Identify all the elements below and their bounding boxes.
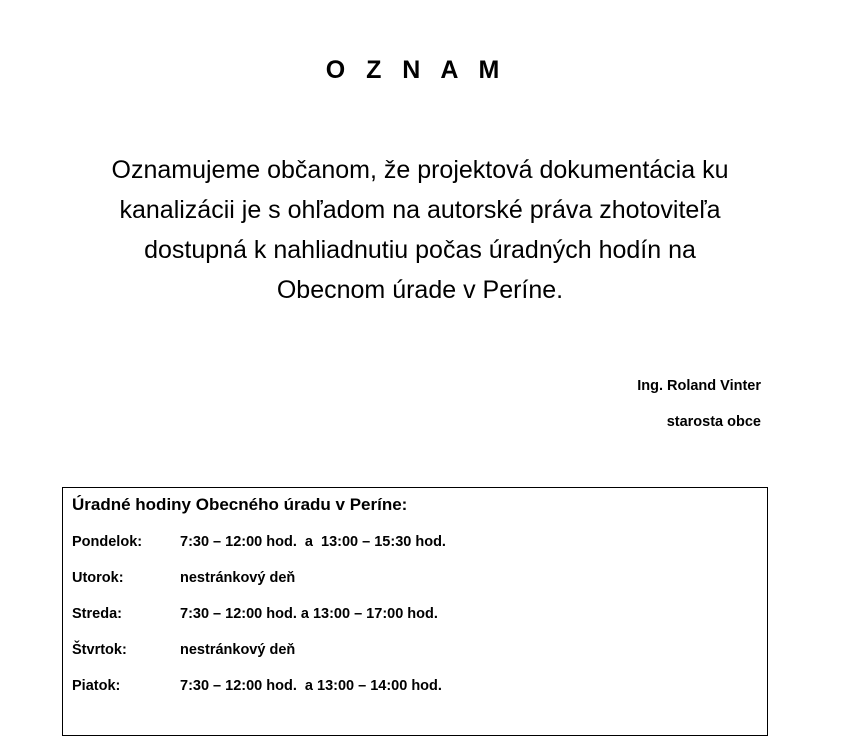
hours-value: nestránkový deň bbox=[180, 570, 296, 586]
notice-title: O Z N A M bbox=[325, 56, 507, 84]
day-label: Streda: bbox=[72, 606, 122, 622]
hours-value: 7:30 – 12:00 hod. a 13:00 – 17:00 hod. bbox=[180, 606, 438, 622]
hours-value: 7:30 – 12:00 hod. a 13:00 – 15:30 hod. bbox=[180, 534, 446, 550]
office-hours-box bbox=[62, 487, 768, 736]
day-label: Utorok: bbox=[72, 570, 124, 586]
signature-role: starosta obce bbox=[666, 414, 761, 430]
hours-value: 7:30 – 12:00 hod. a 13:00 – 14:00 hod. bbox=[180, 678, 442, 694]
notice-line: kanalizácii je s ohľadom na autorské práva zhotoviteľa bbox=[119, 196, 721, 224]
notice-line: Obecnom úrade v Períne. bbox=[276, 276, 564, 304]
notice-line: dostupná k nahliadnutiu počas úradných hodín na bbox=[144, 236, 696, 264]
day-label: Pondelok: bbox=[72, 534, 143, 550]
notice-line: Oznamujeme občanom, že projektová dokumentácia ku bbox=[111, 156, 729, 184]
notice-body bbox=[40, 150, 800, 310]
office-hours-title: Úradné hodiny Obecného úradu v Períne: bbox=[72, 495, 408, 514]
day-label: Piatok: bbox=[72, 678, 121, 694]
day-label: Štvrtok: bbox=[72, 642, 127, 658]
signature-name: Ing. Roland Vinter bbox=[637, 378, 761, 394]
hours-value: nestránkový deň bbox=[180, 642, 296, 658]
